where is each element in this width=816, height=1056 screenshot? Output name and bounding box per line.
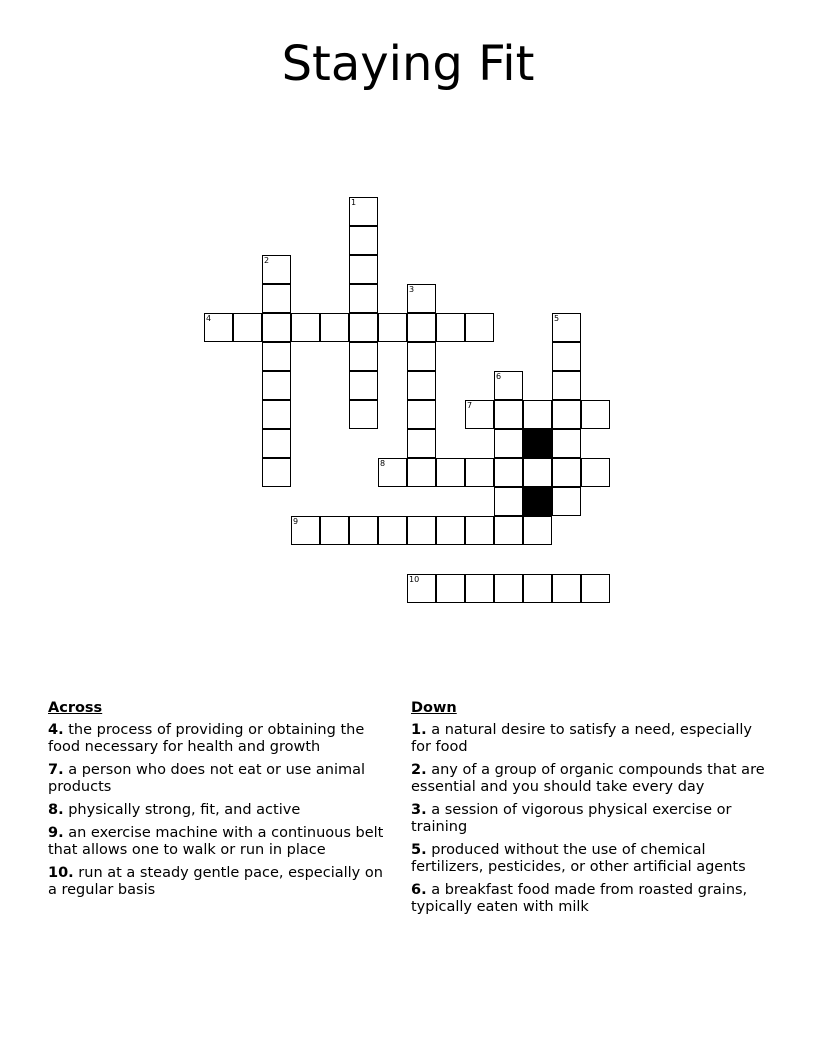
grid-cell[interactable] <box>291 313 320 342</box>
grid-cell[interactable] <box>494 574 523 603</box>
grid-cell[interactable] <box>233 313 262 342</box>
clue-number: 9 <box>293 517 299 526</box>
clue-text: run at a steady gentle pace, especially on a regular basis <box>48 865 383 898</box>
clue-number: 10. <box>48 865 74 881</box>
clue-text: a natural desire to satisfy a need, especially for food <box>411 722 753 755</box>
grid-cell[interactable] <box>349 226 378 255</box>
clue-number: 6 <box>496 372 502 381</box>
clue-text: a breakfast food made from roasted grains, typically eaten with milk <box>411 882 748 915</box>
grid-cell[interactable] <box>262 342 291 371</box>
clue-item <box>48 802 393 819</box>
across-clue-list <box>48 722 393 899</box>
grid-cell[interactable] <box>407 313 436 342</box>
grid-cell[interactable] <box>320 313 349 342</box>
clue-number: 6. <box>411 882 427 898</box>
grid-cell[interactable] <box>523 458 552 487</box>
grid-cell[interactable] <box>581 574 610 603</box>
grid-cell[interactable] <box>552 458 581 487</box>
grid-cell[interactable] <box>552 574 581 603</box>
grid-cell[interactable] <box>262 313 291 342</box>
grid-cell[interactable] <box>523 400 552 429</box>
grid-cell[interactable] <box>494 516 523 545</box>
grid-cell[interactable] <box>436 516 465 545</box>
clue-text: any of a group of organic compounds that are essential and you should take every day <box>411 762 765 795</box>
clue-number: 7 <box>467 401 473 410</box>
clue-item <box>48 865 393 899</box>
clue-number: 3 <box>409 285 415 294</box>
grid-cell[interactable] <box>349 516 378 545</box>
grid-cell[interactable] <box>552 371 581 400</box>
clue-text: a session of vigorous physical exercise or training <box>411 802 732 835</box>
clue-number: 7. <box>48 762 64 778</box>
grid-cell[interactable] <box>494 371 523 400</box>
grid-cell[interactable] <box>349 313 378 342</box>
clue-number: 5. <box>411 842 427 858</box>
grid-cell[interactable] <box>378 458 407 487</box>
grid-cell[interactable] <box>378 516 407 545</box>
clue-item <box>48 722 393 756</box>
grid-cell[interactable] <box>465 516 494 545</box>
grid-cell[interactable] <box>378 313 407 342</box>
clue-text: produced without the use of chemical fertilizers, pesticides, or other artificial agents <box>411 842 746 875</box>
grid-cell[interactable] <box>407 371 436 400</box>
black-square <box>523 429 552 458</box>
grid-cell[interactable] <box>349 255 378 284</box>
clue-item <box>411 722 771 756</box>
grid-cell[interactable] <box>349 342 378 371</box>
grid-cell[interactable] <box>407 574 436 603</box>
grid-cell[interactable] <box>465 313 494 342</box>
clue-item <box>411 842 771 876</box>
grid-cell[interactable] <box>552 313 581 342</box>
grid-cell[interactable] <box>407 284 436 313</box>
clue-number: 2 <box>264 256 270 265</box>
clue-number: 10 <box>409 575 420 584</box>
grid-cell[interactable] <box>436 458 465 487</box>
grid-cell[interactable] <box>407 516 436 545</box>
across-heading: Across <box>48 700 103 716</box>
grid-cell[interactable] <box>407 458 436 487</box>
clue-item <box>48 762 393 796</box>
clue-number: 3. <box>411 802 427 818</box>
clue-number: 5 <box>554 314 560 323</box>
clue-item <box>411 882 771 916</box>
clue-number: 1 <box>351 198 357 207</box>
grid-cell[interactable] <box>581 400 610 429</box>
grid-cell[interactable] <box>262 371 291 400</box>
across-clues <box>48 700 393 905</box>
clue-number: 8 <box>380 459 386 468</box>
grid-cell[interactable] <box>465 458 494 487</box>
clue-number: 8. <box>48 802 64 818</box>
grid-cell[interactable] <box>407 400 436 429</box>
clue-number: 4. <box>48 722 64 738</box>
clue-item <box>411 762 771 796</box>
grid-cell[interactable] <box>523 574 552 603</box>
grid-cell[interactable] <box>407 429 436 458</box>
grid-cell[interactable] <box>465 574 494 603</box>
grid-cell[interactable] <box>552 487 581 516</box>
down-clue-list <box>411 722 771 916</box>
puzzle-title: Staying Fit <box>281 36 535 92</box>
grid-cell[interactable] <box>552 342 581 371</box>
grid-cell[interactable] <box>494 487 523 516</box>
grid-cell[interactable] <box>552 400 581 429</box>
grid-cell[interactable] <box>204 313 233 342</box>
clue-number: 2. <box>411 762 427 778</box>
clue-text: a person who does not eat or use animal products <box>48 762 366 795</box>
grid-cell[interactable] <box>349 284 378 313</box>
clue-number: 9. <box>48 825 64 841</box>
grid-cell[interactable] <box>552 429 581 458</box>
grid-cell[interactable] <box>436 313 465 342</box>
grid-cell[interactable] <box>523 516 552 545</box>
grid-cell[interactable] <box>320 516 349 545</box>
clue-number: 4 <box>206 314 212 323</box>
grid-cell[interactable] <box>262 400 291 429</box>
clue-item <box>48 825 393 859</box>
grid-cell[interactable] <box>262 429 291 458</box>
clue-text: physically strong, fit, and active <box>63 802 301 818</box>
clue-text: an exercise machine with a continuous belt that allows one to walk or run in place <box>48 825 384 858</box>
grid-cell[interactable] <box>262 284 291 313</box>
down-heading: Down <box>411 700 457 716</box>
grid-cell[interactable] <box>494 429 523 458</box>
clue-item <box>411 802 771 836</box>
grid-cell[interactable] <box>349 400 378 429</box>
grid-cell[interactable] <box>291 516 320 545</box>
grid-cell[interactable] <box>465 400 494 429</box>
grid-cell[interactable] <box>262 255 291 284</box>
grid-cell[interactable] <box>436 574 465 603</box>
clue-text: the process of providing or obtaining the food necessary for health and growth <box>48 722 365 755</box>
grid-cell[interactable] <box>349 371 378 400</box>
grid-cell[interactable] <box>581 458 610 487</box>
grid-cell[interactable] <box>262 458 291 487</box>
grid-cell[interactable] <box>494 458 523 487</box>
clue-number: 1. <box>411 722 427 738</box>
down-clues <box>411 700 771 922</box>
grid-cell[interactable] <box>494 400 523 429</box>
grid-cell[interactable] <box>407 342 436 371</box>
grid-cell[interactable] <box>349 197 378 226</box>
black-square <box>523 487 552 516</box>
